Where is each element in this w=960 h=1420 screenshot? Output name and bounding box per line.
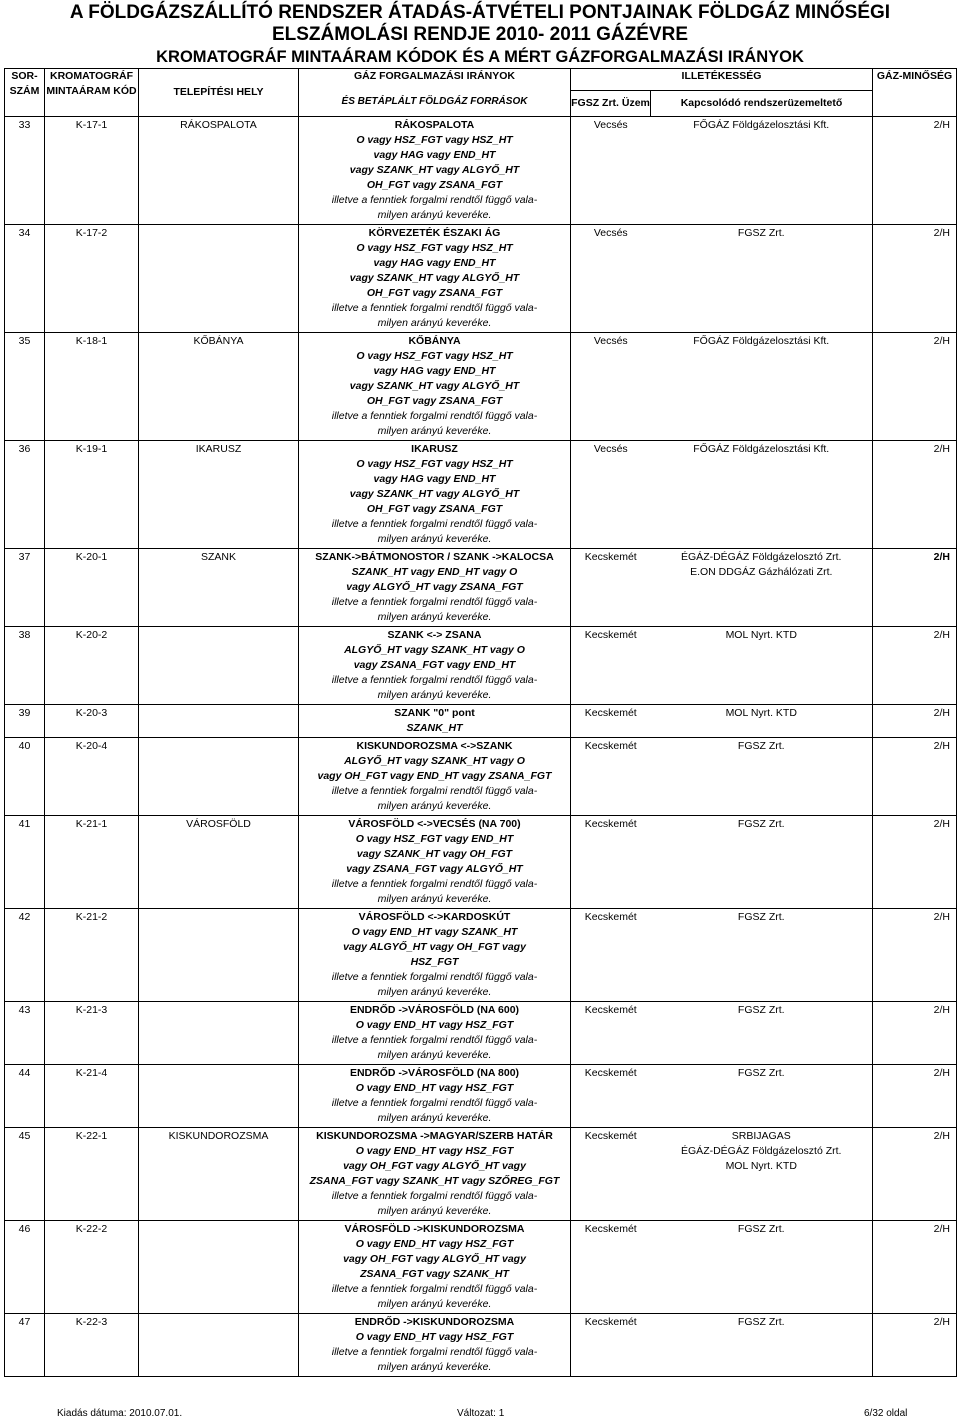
table-row	[5, 909, 957, 1002]
row-kapcsolodo-rendszeruzemelteto	[651, 705, 873, 738]
row-gaz-minoseg: 2/H	[873, 627, 957, 705]
row-kapcsolodo-rendszeruzemelteto	[651, 441, 873, 549]
table-row	[5, 1128, 957, 1221]
row-telepitesi-hely	[139, 1221, 299, 1314]
row-telepitesi-hely	[139, 909, 299, 1002]
document-title-line1: A FÖLDGÁZSZÁLLÍTÓ RENDSZER ÁTADÁS-ÁTVÉTELI PONTJAINAK FÖLDGÁZ MINŐSÉGI	[69, 2, 891, 23]
irany-note: illetve a fenntiek forgalmi rendtől függő vala-	[331, 302, 538, 314]
row-forgalmazasi-iranyok	[299, 627, 571, 705]
row-gaz-minoseg: 2/H	[873, 1128, 957, 1221]
row-gaz-minoseg: 2/H	[873, 738, 957, 816]
row-forgalmazasi-iranyok	[299, 549, 571, 627]
row-forgalmazasi-iranyok	[299, 738, 571, 816]
irany-note: milyen arányú keveréke.	[377, 986, 492, 998]
kapcsolodo-item: FGSZ Zrt.	[737, 818, 785, 830]
row-sorszam: 39	[5, 705, 45, 738]
row-sorszam: 34	[5, 225, 45, 333]
irany-note: milyen arányú keveréke.	[377, 425, 492, 437]
row-mintaaram-kod: K-20-2	[45, 627, 139, 705]
irany-note: illetve a fenntiek forgalmi rendtől függő vala-	[331, 1034, 538, 1046]
row-forgalmazasi-iranyok	[299, 1002, 571, 1065]
row-gaz-minoseg: 2/H	[873, 1314, 957, 1377]
row-mintaaram-kod: K-21-4	[45, 1065, 139, 1128]
irany-line: HSZ_FGT	[410, 956, 459, 968]
kapcsolodo-item: FGSZ Zrt.	[737, 1004, 785, 1016]
row-mintaaram-kod: K-20-3	[45, 705, 139, 738]
irany-heading: VÁROSFÖLD <->KARDOSKÚT	[358, 911, 511, 923]
table-row	[5, 1002, 957, 1065]
table-row	[5, 117, 957, 225]
row-sorszam: 37	[5, 549, 45, 627]
row-gaz-minoseg: 2/H	[873, 1065, 957, 1128]
irany-line: vagy HAG vagy END_HT	[373, 365, 496, 377]
kapcsolodo-item: E.ON DDGÁZ Gázhálózati Zrt.	[690, 566, 833, 578]
row-mintaaram-kod: K-21-1	[45, 816, 139, 909]
irany-note: milyen arányú keveréke.	[377, 800, 492, 812]
irany-line: vagy ZSANA_FGT vagy ALGYŐ_HT	[346, 863, 523, 875]
row-forgalmazasi-iranyok	[299, 1065, 571, 1128]
header-iranyok-title: GÁZ FORGALMAZÁSI IRÁNYOK	[354, 70, 515, 82]
row-forgalmazasi-iranyok	[299, 1128, 571, 1221]
irany-heading: ENDRŐD ->VÁROSFÖLD (NA 800)	[349, 1067, 520, 1079]
irany-line: O vagy HSZ_FGT vagy HSZ_HT	[356, 134, 513, 146]
irany-line: ZSANA_FGT vagy SZANK_HT	[360, 1268, 509, 1280]
irany-line: O vagy HSZ_FGT vagy HSZ_HT	[356, 350, 513, 362]
row-kapcsolodo-rendszeruzemelteto	[651, 333, 873, 441]
row-telepitesi-hely: KISKUNDOROZSMA	[139, 1128, 299, 1221]
kapcsolodo-item: ÉGÁZ-DÉGÁZ Földgázelosztó Zrt.	[681, 1145, 842, 1157]
row-kapcsolodo-rendszeruzemelteto	[651, 1314, 873, 1377]
irany-note: milyen arányú keveréke.	[377, 1049, 492, 1061]
irany-line: vagy HAG vagy END_HT	[373, 473, 496, 485]
irany-line: OH_FGT vagy ZSANA_FGT	[366, 503, 503, 515]
irany-line: O vagy HSZ_FGT vagy HSZ_HT	[356, 242, 513, 254]
row-forgalmazasi-iranyok	[299, 225, 571, 333]
irany-line: O vagy END_HT vagy HSZ_FGT	[355, 1145, 514, 1157]
irany-line: vagy SZANK_HT vagy ALGYŐ_HT	[349, 164, 520, 176]
table-row	[5, 627, 957, 705]
kapcsolodo-item: MOL Nyrt. KTD	[725, 1160, 797, 1172]
gas-quality-table	[4, 68, 957, 1377]
irany-line: O vagy END_HT vagy HSZ_FGT	[355, 1331, 514, 1343]
header-gaz-minoseg: GÁZ-MINŐSÉG	[873, 69, 957, 117]
row-gaz-minoseg: 2/H	[873, 549, 957, 627]
row-forgalmazasi-iranyok	[299, 816, 571, 909]
row-fgsz-uzem: Kecskemét	[571, 1314, 651, 1377]
row-kapcsolodo-rendszeruzemelteto	[651, 117, 873, 225]
irany-note: milyen arányú keveréke.	[377, 893, 492, 905]
irany-line: OH_FGT vagy ZSANA_FGT	[366, 179, 503, 191]
row-fgsz-uzem: Vecsés	[571, 441, 651, 549]
kapcsolodo-item: FGSZ Zrt.	[737, 227, 785, 239]
irany-line: O vagy HSZ_FGT vagy HSZ_HT	[356, 458, 513, 470]
irany-line: ZSANA_FGT vagy SZANK_HT vagy SZŐREG_FGT	[309, 1175, 560, 1187]
row-gaz-minoseg: 2/H	[873, 1221, 957, 1314]
kapcsolodo-item: FŐGÁZ Földgázelosztási Kft.	[693, 443, 830, 455]
row-telepitesi-hely: SZANK	[139, 549, 299, 627]
row-forgalmazasi-iranyok	[299, 1221, 571, 1314]
row-gaz-minoseg: 2/H	[873, 333, 957, 441]
row-mintaaram-kod: K-22-2	[45, 1221, 139, 1314]
table-row	[5, 225, 957, 333]
irany-note: illetve a fenntiek forgalmi rendtől függő vala-	[331, 1283, 538, 1295]
row-telepitesi-hely	[139, 627, 299, 705]
irany-line: O vagy END_HT vagy HSZ_FGT	[355, 1238, 514, 1250]
header-sor: SOR-SZÁM	[5, 69, 45, 117]
row-sorszam: 41	[5, 816, 45, 909]
row-gaz-minoseg: 2/H	[873, 705, 957, 738]
irany-line: vagy OH_FGT vagy ALGYŐ_HT vagy	[343, 1160, 526, 1172]
irany-line: O vagy END_HT vagy HSZ_FGT	[355, 1082, 514, 1094]
irany-line: O vagy END_HT vagy SZANK_HT	[351, 926, 518, 938]
irany-note: illetve a fenntiek forgalmi rendtől függő vala-	[331, 518, 538, 530]
table-row	[5, 705, 957, 738]
row-mintaaram-kod: K-19-1	[45, 441, 139, 549]
irany-note: illetve a fenntiek forgalmi rendtől függő vala-	[331, 410, 538, 422]
row-fgsz-uzem: Vecsés	[571, 333, 651, 441]
row-mintaaram-kod: K-22-1	[45, 1128, 139, 1221]
row-telepitesi-hely	[139, 738, 299, 816]
irany-heading: SZANK->BÁTMONOSTOR / SZANK ->KALOCSA	[315, 551, 554, 563]
irany-note: milyen arányú keveréke.	[377, 1112, 492, 1124]
row-fgsz-uzem: Kecskemét	[571, 1002, 651, 1065]
irany-heading: IKARUSZ	[411, 443, 458, 455]
footer-kiadas: Kiadás dátuma: 2010.07.01.	[57, 1408, 183, 1419]
irany-note: illetve a fenntiek forgalmi rendtől függő vala-	[331, 194, 538, 206]
irany-heading: ENDRŐD ->KISKUNDOROZSMA	[354, 1316, 515, 1328]
row-mintaaram-kod: K-22-3	[45, 1314, 139, 1377]
irany-line: ALGYŐ_HT vagy SZANK_HT vagy O	[344, 755, 525, 767]
table-row	[5, 1065, 957, 1128]
irany-line: ALGYŐ_HT vagy SZANK_HT vagy O	[344, 644, 525, 656]
table-row	[5, 738, 957, 816]
irany-note: illetve a fenntiek forgalmi rendtől függő vala-	[331, 596, 538, 608]
irany-line: vagy SZANK_HT vagy OH_FGT	[356, 848, 513, 860]
row-telepitesi-hely: KŐBÁNYA	[139, 333, 299, 441]
irany-heading: ENDRŐD ->VÁROSFÖLD (NA 600)	[349, 1004, 520, 1016]
row-forgalmazasi-iranyok	[299, 705, 571, 738]
row-fgsz-uzem: Kecskemét	[571, 549, 651, 627]
row-kapcsolodo-rendszeruzemelteto	[651, 816, 873, 909]
kapcsolodo-item: SRBIJAGAS	[731, 1130, 791, 1142]
row-mintaaram-kod: K-17-2	[45, 225, 139, 333]
table-row	[5, 1221, 957, 1314]
table-row	[5, 816, 957, 909]
irany-line: SZANK_HT	[406, 722, 463, 734]
irany-heading: KISKUNDOROZSMA <->SZANK	[356, 740, 513, 752]
irany-line: vagy HAG vagy END_HT	[373, 149, 496, 161]
irany-note: milyen arányú keveréke.	[377, 209, 492, 221]
row-fgsz-uzem: Kecskemét	[571, 738, 651, 816]
kapcsolodo-item: FŐGÁZ Földgázelosztási Kft.	[693, 335, 830, 347]
document-subtitle: KROMATOGRÁF MINTAÁRAM KÓDOK ÉS A MÉRT GÁZFORGALMAZÁSI IRÁNYOK	[156, 48, 804, 66]
kapcsolodo-item: FGSZ Zrt.	[737, 740, 785, 752]
kapcsolodo-item: MOL Nyrt. KTD	[725, 629, 797, 641]
kapcsolodo-item: ÉGÁZ-DÉGÁZ Földgázelosztó Zrt.	[681, 551, 842, 563]
row-sorszam: 46	[5, 1221, 45, 1314]
irany-line: vagy OH_FGT vagy ALGYŐ_HT vagy	[343, 1253, 526, 1265]
irany-line: SZANK_HT vagy END_HT vagy O	[351, 566, 518, 578]
irany-note: milyen arányú keveréke.	[377, 1298, 492, 1310]
row-telepitesi-hely	[139, 1065, 299, 1128]
row-mintaaram-kod: K-17-1	[45, 117, 139, 225]
footer-oldal: 6/32 oldal	[864, 1408, 908, 1419]
header-kod: KROMATOGRÁF MINTAÁRAM KÓD	[45, 69, 139, 117]
row-forgalmazasi-iranyok	[299, 1314, 571, 1377]
row-kapcsolodo-rendszeruzemelteto	[651, 1221, 873, 1314]
row-gaz-minoseg: 2/H	[873, 1002, 957, 1065]
row-telepitesi-hely	[139, 705, 299, 738]
row-kapcsolodo-rendszeruzemelteto	[651, 1065, 873, 1128]
kapcsolodo-item: MOL Nyrt. KTD	[725, 707, 797, 719]
row-kapcsolodo-rendszeruzemelteto	[651, 1128, 873, 1221]
irany-heading: KISKUNDOROZSMA ->MAGYAR/SZERB HATÁR	[316, 1130, 553, 1142]
row-fgsz-uzem: Kecskemét	[571, 909, 651, 1002]
irany-note: illetve a fenntiek forgalmi rendtől függő vala-	[331, 878, 538, 890]
table-row	[5, 441, 957, 549]
row-sorszam: 33	[5, 117, 45, 225]
irany-note: illetve a fenntiek forgalmi rendtől függő vala-	[331, 971, 538, 983]
row-sorszam: 42	[5, 909, 45, 1002]
row-fgsz-uzem: Kecskemét	[571, 705, 651, 738]
footer-valtozat: Változat: 1	[457, 1408, 505, 1419]
row-sorszam: 36	[5, 441, 45, 549]
row-kapcsolodo-rendszeruzemelteto	[651, 549, 873, 627]
row-fgsz-uzem: Vecsés	[571, 117, 651, 225]
row-telepitesi-hely	[139, 1002, 299, 1065]
kapcsolodo-item: FGSZ Zrt.	[737, 911, 785, 923]
row-kapcsolodo-rendszeruzemelteto	[651, 225, 873, 333]
irany-heading: KÖRVEZETÉK ÉSZAKI ÁG	[368, 227, 501, 239]
irany-heading: SZANK <-> ZSANA	[387, 629, 482, 641]
irany-line: OH_FGT vagy ZSANA_FGT	[366, 395, 503, 407]
row-sorszam: 40	[5, 738, 45, 816]
row-forgalmazasi-iranyok	[299, 117, 571, 225]
irany-note: milyen arányú keveréke.	[377, 1361, 492, 1373]
irany-note: illetve a fenntiek forgalmi rendtől függő vala-	[331, 1190, 538, 1202]
irany-heading: VÁROSFÖLD <->VECSÉS (NA 700)	[348, 818, 521, 830]
table-body	[5, 117, 957, 1377]
row-sorszam: 47	[5, 1314, 45, 1377]
irany-note: illetve a fenntiek forgalmi rendtől függő vala-	[331, 1097, 538, 1109]
row-fgsz-uzem: Kecskemét	[571, 816, 651, 909]
irany-line: O vagy END_HT vagy HSZ_FGT	[355, 1019, 514, 1031]
header-kapcsolodo: Kapcsolódó rendszerüzemeltető	[651, 91, 873, 117]
irany-line: vagy ALGYŐ_HT vagy ZSANA_FGT	[346, 581, 523, 593]
row-sorszam: 44	[5, 1065, 45, 1128]
table-row	[5, 333, 957, 441]
row-gaz-minoseg: 2/H	[873, 816, 957, 909]
row-mintaaram-kod: K-20-1	[45, 549, 139, 627]
header-telepitesi-hely: TELEPÍTÉSI HELY	[139, 69, 299, 117]
irany-line: vagy ALGYŐ_HT vagy OH_FGT vagy	[343, 941, 526, 953]
irany-note: illetve a fenntiek forgalmi rendtől függő vala-	[331, 1346, 538, 1358]
irany-heading: KŐBÁNYA	[408, 335, 461, 347]
irany-heading: RÁKOSPALOTA	[394, 119, 475, 131]
row-telepitesi-hely	[139, 225, 299, 333]
irany-line: vagy SZANK_HT vagy ALGYŐ_HT	[349, 488, 520, 500]
irany-note: illetve a fenntiek forgalmi rendtől függő vala-	[331, 785, 538, 797]
row-gaz-minoseg: 2/H	[873, 117, 957, 225]
irany-line: vagy SZANK_HT vagy ALGYŐ_HT	[349, 272, 520, 284]
row-sorszam: 45	[5, 1128, 45, 1221]
row-forgalmazasi-iranyok	[299, 333, 571, 441]
row-sorszam: 35	[5, 333, 45, 441]
irany-line: vagy ZSANA_FGT vagy END_HT	[353, 659, 516, 671]
irany-note: milyen arányú keveréke.	[377, 533, 492, 545]
row-kapcsolodo-rendszeruzemelteto	[651, 738, 873, 816]
row-fgsz-uzem: Kecskemét	[571, 1221, 651, 1314]
header-illetekesseg: ILLETÉKESSÉG	[571, 69, 873, 91]
irany-note: milyen arányú keveréke.	[377, 689, 492, 701]
irany-line: vagy OH_FGT vagy END_HT vagy ZSANA_FGT	[317, 770, 552, 782]
irany-note: milyen arányú keveréke.	[377, 317, 492, 329]
row-fgsz-uzem: Kecskemét	[571, 627, 651, 705]
irany-note: milyen arányú keveréke.	[377, 1205, 492, 1217]
row-mintaaram-kod: K-18-1	[45, 333, 139, 441]
row-kapcsolodo-rendszeruzemelteto	[651, 909, 873, 1002]
header-iranyok	[299, 69, 571, 117]
row-telepitesi-hely	[139, 1314, 299, 1377]
table-row	[5, 1314, 957, 1377]
row-telepitesi-hely: IKARUSZ	[139, 441, 299, 549]
irany-line: OH_FGT vagy ZSANA_FGT	[366, 287, 503, 299]
kapcsolodo-item: FGSZ Zrt.	[737, 1067, 785, 1079]
row-fgsz-uzem: Kecskemét	[571, 1128, 651, 1221]
irany-note: illetve a fenntiek forgalmi rendtől függő vala-	[331, 674, 538, 686]
irany-line: O vagy HSZ_FGT vagy END_HT	[355, 833, 514, 845]
row-forgalmazasi-iranyok	[299, 441, 571, 549]
header-iranyok-sub: ÉS BETÁPLÁLT FÖLDGÁZ FORRÁSOK	[341, 96, 528, 107]
row-telepitesi-hely: VÁROSFÖLD	[139, 816, 299, 909]
row-mintaaram-kod: K-20-4	[45, 738, 139, 816]
document-title-line2: ELSZÁMOLÁSI RENDJE 2010- 2011 GÁZÉVRE	[271, 24, 688, 45]
irany-line: vagy SZANK_HT vagy ALGYŐ_HT	[349, 380, 520, 392]
row-kapcsolodo-rendszeruzemelteto	[651, 1002, 873, 1065]
irany-line: vagy HAG vagy END_HT	[373, 257, 496, 269]
irany-note: milyen arányú keveréke.	[377, 611, 492, 623]
row-sorszam: 38	[5, 627, 45, 705]
row-fgsz-uzem: Vecsés	[571, 225, 651, 333]
row-telepitesi-hely: RÁKOSPALOTA	[139, 117, 299, 225]
row-gaz-minoseg: 2/H	[873, 441, 957, 549]
kapcsolodo-item: FGSZ Zrt.	[737, 1316, 785, 1328]
row-gaz-minoseg: 2/H	[873, 909, 957, 1002]
table-row	[5, 549, 957, 627]
row-gaz-minoseg: 2/H	[873, 225, 957, 333]
row-fgsz-uzem: Kecskemét	[571, 1065, 651, 1128]
row-forgalmazasi-iranyok	[299, 909, 571, 1002]
irany-heading: SZANK "0" pont	[394, 707, 475, 719]
kapcsolodo-item: FGSZ Zrt.	[737, 1223, 785, 1235]
row-mintaaram-kod: K-21-3	[45, 1002, 139, 1065]
row-kapcsolodo-rendszeruzemelteto	[651, 627, 873, 705]
row-sorszam: 43	[5, 1002, 45, 1065]
irany-heading: VÁROSFÖLD ->KISKUNDOROZSMA	[344, 1223, 525, 1235]
header-fgsz-uzem: FGSZ Zrt. Üzem	[571, 91, 651, 117]
row-mintaaram-kod: K-21-2	[45, 909, 139, 1002]
kapcsolodo-item: FŐGÁZ Földgázelosztási Kft.	[693, 119, 830, 131]
